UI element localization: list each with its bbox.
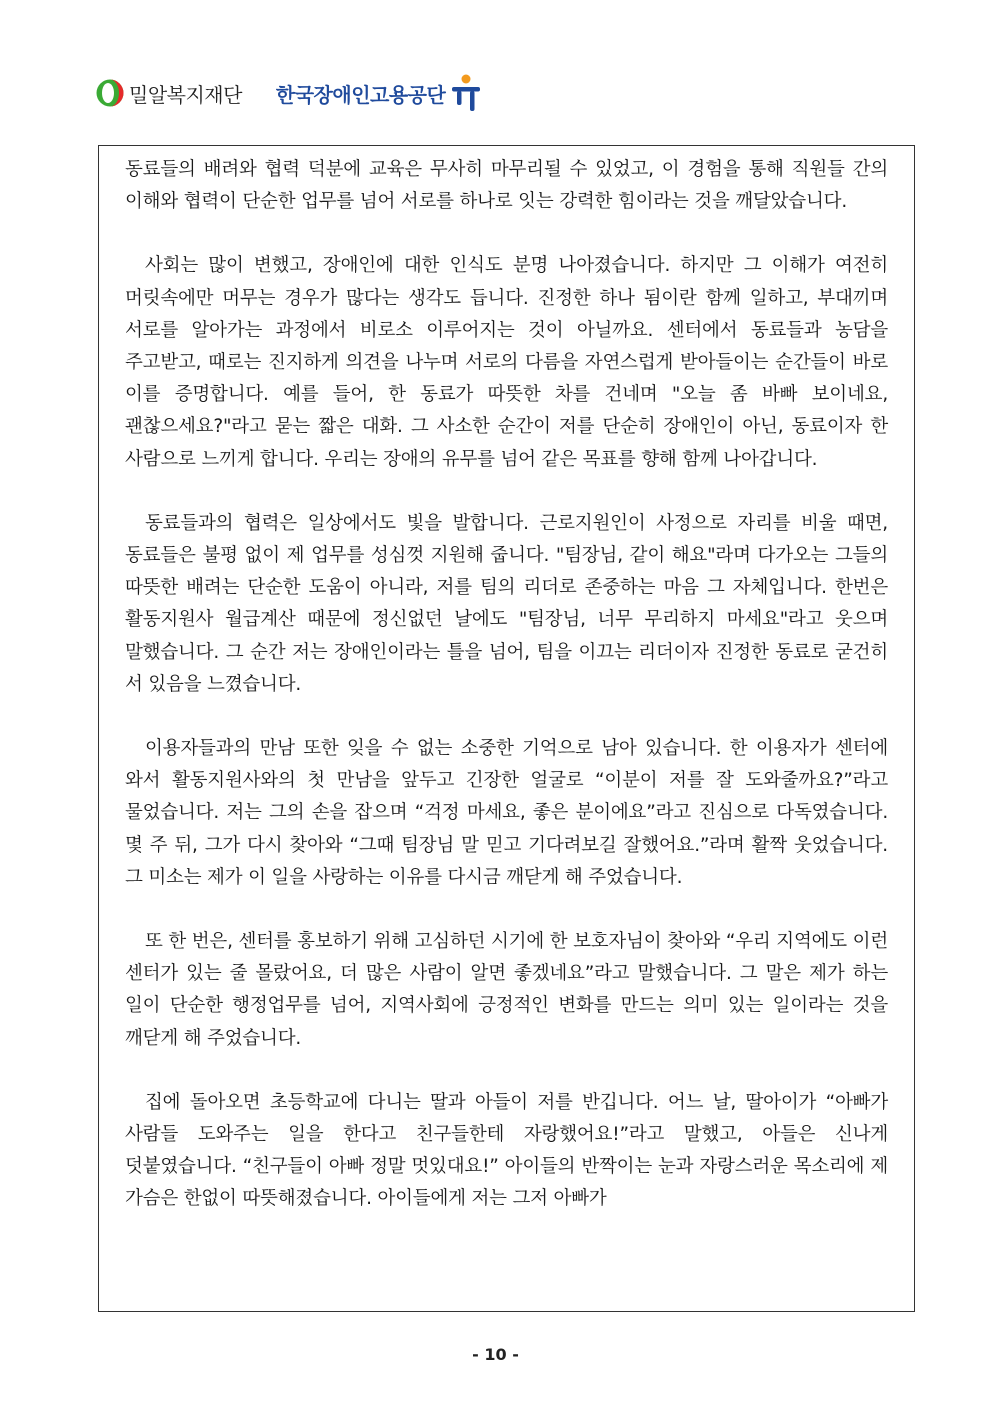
paragraph-4: 이용자들과의 만남 또한 잊을 수 없는 소중한 기억으로 남아 있습니다. 한 이용자가 센터에 와서 활동지원사와의 첫 만남을 앞두고 긴장한 얼굴로 “이분이 저를 잘 도와줄까요?”라고 물었습니다. 저는 그의 손을 잡으며 “걱정 마세요, 좋은 분이에요”라고 진심으로 다독였습니다. 몇 주 뒤, 그가 다시 찾아와 “그때 팀장님 말 믿고 기다려보길 잘했어요.”라며 활짝 웃었습니다. 그 미소는 제가 이 일을 사랑하는 이유를 다시금 깨닫게 해 주었습니다. [125,738,888,888]
kead-person-logo-icon [449,73,483,113]
page-number: - 10 - [472,1345,519,1364]
paragraph-6: 집에 돌아오면 초등학교에 다니는 딸과 아들이 저를 반깁니다. 어느 날, 딸아이가 “아빠가 사람들 도와주는 일을 한다고 친구들한테 자랑했어요!”라고 말했고, 아들은 신나게 덧붙였습니다. “친구들이 아빠 정말 멋있대요!” 아이들의 반짝이는 눈과 자랑스러운 목소리에 제 가슴은 한없이 따뜻해졌습니다. 아이들에게 저는 그저 아빠가 [125,1091,888,1210]
milal-circle-logo-icon [95,78,125,108]
kead-name: 한국장애인고용공단 [275,82,446,107]
paragraph-2: 사회는 많이 변했고, 장애인에 대한 인식도 분명 나아졌습니다. 하지만 그 이해가 여전히 머릿속에만 머무는 경우가 많다는 생각도 듭니다. 진정한 하나 됨이란 함께 일하고, 부대끼며 서로를 알아가는 과정에서 비로소 이루어지는 것이 아닐까요. 센터에서 동료들과 농담을 주고받고, 때로는 진지하게 의견을 나누며 서로의 다름을 자연스럽게 받아들이는 순간들이 바로 이를 증명합니다. 예를 들어, 한 동료가 따뜻한 차를 건네며 "오늘 좀 바빠 보이네요, 괜찮으세요?"라고 묻는 짧은 대화. 그 사소한 순간이 저를 단순히 장애인이 아닌, 동료이자 한 사람으로 느끼게 합니다. 우리는 장애의 유무를 넘어 같은 목표를 향해 함께 나아갑니다. [125,255,888,470]
kead-logo [276,73,483,113]
paragraph-5: 또 한 번은, 센터를 홍보하기 위해 고심하던 시기에 한 보호자님이 찾아와 “우리 지역에도 이런 센터가 있는 줄 몰랐어요, 더 많은 사람이 알면 좋겠네요”라고 말했습니다. 그 말은 제가 하는 일이 단순한 행정업무를 넘어, 지역사회에 긍정적인 변화를 만드는 의미 있는 일이라는 것을 깨닫게 해 주었습니다. [125,931,888,1049]
page-header [95,68,483,118]
paragraph-1: 동료들의 배려와 협력 덕분에 교육은 무사히 마무리될 수 있었고, 이 경험을 통해 직원들 간의 이해와 협력이 단순한 업무를 넘어 서로를 하나로 잇는 강력한 힘이라는 것을 깨달았습니다. [125,159,888,213]
milal-foundation-name: 밀알복지재단 [129,82,242,107]
paragraph-3: 동료들과의 협력은 일상에서도 빛을 발합니다. 근로지원인이 사정으로 자리를 비울 때면, 동료들은 불평 없이 제 업무를 성심껏 지원해 줍니다. "팀장님, 같이 해요"라며 다가오는 그들의 따뜻한 배려는 단순한 도움이 아니라, 저를 팀의 리더로 존중하는 마음 그 자체입니다. 한번은 활동지원사 월급계산 때문에 정신없던 날에도 "팀장님, 너무 무리하지 마세요"라고 웃으며 말했습니다. 그 순간 저는 장애인이라는 틀을 넘어, 팀을 이끄는 리더이자 진정한 동료로 굳건히 서 있음을 느꼈습니다. [125,512,888,695]
essay-text-box [98,145,915,1312]
milal-foundation-logo [95,78,242,108]
